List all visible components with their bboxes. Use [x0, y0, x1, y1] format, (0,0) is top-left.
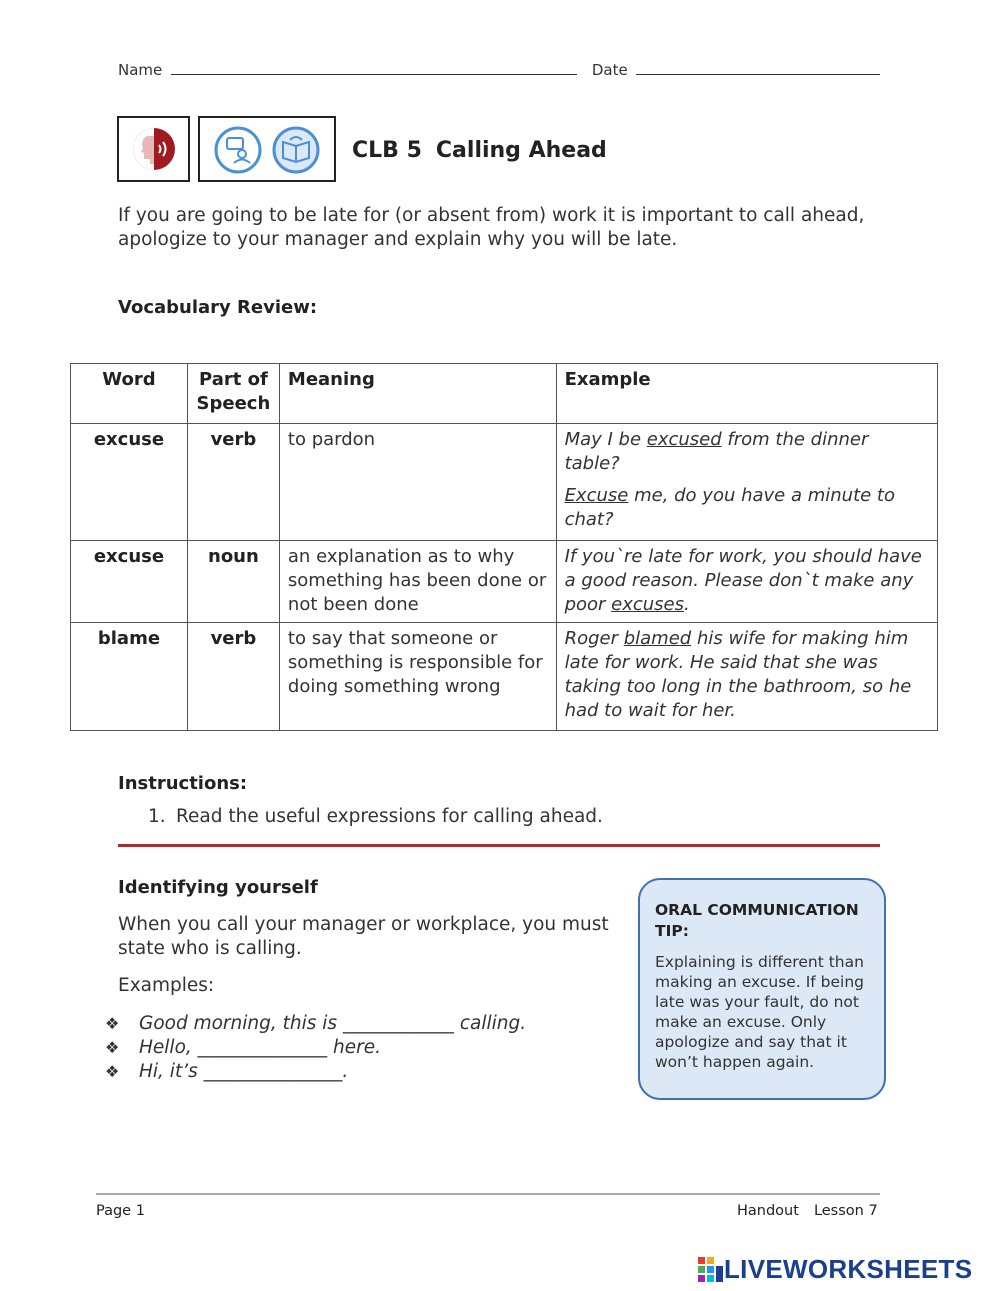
example-text: . [684, 594, 690, 615]
list-item [105, 1012, 526, 1036]
footer-divider [96, 1193, 880, 1195]
table-header-row [71, 364, 938, 424]
list-item [105, 1060, 526, 1084]
liveworksheets-blocks-icon [698, 1257, 724, 1283]
example-cell [556, 424, 937, 541]
instructions-heading: Instructions: [118, 773, 248, 794]
meaning-cell: to pardon [279, 424, 556, 541]
pos-cell: verb [187, 424, 279, 541]
reading-icon [268, 118, 332, 184]
example-text: from the dinner table? [564, 429, 869, 474]
example-cell [556, 541, 937, 623]
page-title [352, 138, 607, 163]
header-pos-line1: Part of [199, 369, 268, 390]
header-example: Example [556, 364, 937, 424]
list-item [105, 1036, 526, 1060]
vocab-heading: Vocabulary Review: [118, 297, 318, 318]
example-cell [556, 623, 937, 731]
handout-lesson [737, 1203, 878, 1219]
speaking-icon [119, 118, 188, 180]
example-keyword: Excuse [564, 485, 629, 506]
vocab-table [70, 363, 938, 731]
example-list [105, 1012, 526, 1084]
lesson-label: Lesson 7 [813, 1203, 878, 1219]
meaning-cell: to say that someone or something is responsible for doing something wrong [279, 623, 556, 731]
example-text: me, do you have a minute to chat? [564, 485, 896, 530]
speaking-icon-box [117, 116, 190, 182]
header-meaning: Meaning [279, 364, 556, 424]
header-pos-line2: Speech [196, 393, 271, 414]
liveworksheets-logo [698, 1254, 972, 1285]
page-number: Page 1 [96, 1203, 145, 1219]
table-row [71, 424, 938, 541]
table-row [71, 623, 938, 731]
tip-text: Explaining is different than making an excuse. If being late was your fault, do not make an excuse. Only apologize and say that it won’t happen again. [655, 953, 864, 1071]
header-part-of-speech [187, 364, 279, 424]
name-date-line [118, 60, 880, 79]
instruction-text: Read the useful expressions for calling ahead. [176, 806, 603, 827]
table-row [71, 541, 938, 623]
example-text: May I be [564, 429, 647, 450]
date-blank [636, 60, 880, 75]
example-phrase: Good morning, this is ____________ calling. [139, 1013, 527, 1034]
word-cell: excuse [71, 424, 188, 541]
bullet-icon: ❖ [105, 1062, 120, 1081]
example-keyword: excused [646, 429, 722, 450]
word-cell: blame [71, 623, 188, 731]
pos-cell: verb [187, 623, 279, 731]
example-text: If you`re late for work, you should have a good reason. Please don`t make any poor [564, 546, 922, 615]
pos-cell: noun [187, 541, 279, 623]
title-text: Calling Ahead [435, 138, 607, 163]
examples-label: Examples: [118, 975, 215, 996]
example-phrase: Hi, it’s _______________. [139, 1061, 349, 1082]
intro-paragraph: If you are going to be late for (or absent from) work it is important to call ahead, apologize to your manager and explain why you will be late. [118, 205, 865, 250]
example-keyword: blamed [623, 628, 692, 649]
example-sentence [565, 484, 929, 532]
oral-communication-tip [638, 878, 886, 1100]
example-sentence [565, 428, 929, 476]
example-phrase: Hello, ______________ here. [139, 1037, 382, 1058]
name-blank [171, 60, 577, 75]
instruction-number: 1. [148, 806, 166, 827]
handout-label: Handout [737, 1203, 799, 1219]
example-text: Roger [564, 628, 624, 649]
meaning-cell: an explanation as to why something has been done or not been done [279, 541, 556, 623]
header-word: Word [71, 364, 188, 424]
date-label: Date [591, 61, 628, 79]
bullet-icon: ❖ [105, 1014, 120, 1033]
liveworksheets-text: LIVEWORKSHEETS [724, 1254, 973, 1284]
identifying-heading: Identifying yourself [118, 877, 318, 898]
word-cell: excuse [71, 541, 188, 623]
example-keyword: excuses [611, 594, 685, 615]
identifying-paragraph: When you call your manager or workplace, you must state who is calling. [118, 914, 609, 959]
clb-level: CLB 5 [352, 138, 422, 163]
bullet-icon: ❖ [105, 1038, 120, 1057]
name-label: Name [118, 61, 163, 79]
instruction-item [148, 806, 603, 827]
tip-title: ORAL COMMUNICATION TIP: [655, 901, 859, 940]
section-divider [118, 844, 880, 847]
example-text: his wife for making him late for work. He said that she was taking too long in the bathroom, so he had to wait for her. [564, 628, 912, 721]
